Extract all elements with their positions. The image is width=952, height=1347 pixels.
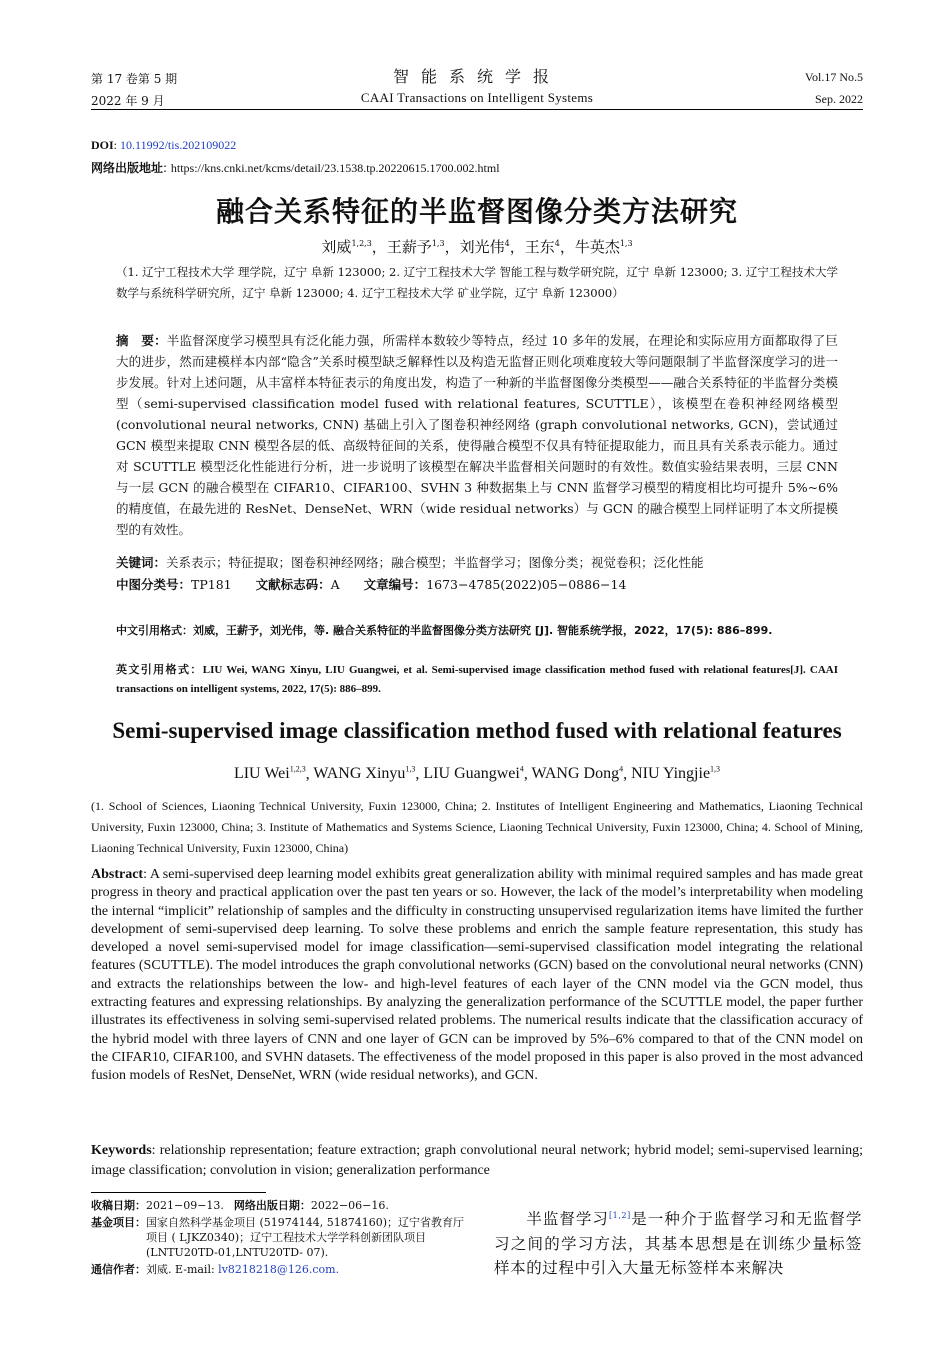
authors-en: LIU Wei$^{1,2,3}$, WANG Xinyu$^{1,3}$, LIU Guangwei$^4$, WANG Dong$^4$, NIU Yingjie$^{1,3}$	[233, 765, 721, 783]
author-cn-3	[460, 238, 510, 256]
doi-label: DOI	[91, 138, 114, 152]
author-cn-name: 牛英杰	[574, 238, 620, 256]
author-en-3	[423, 765, 523, 782]
received-value: 2021−09−13.	[146, 1199, 224, 1212]
doc-code-label: 文献标志码：	[255, 577, 331, 592]
online-label: 网络出版地址	[91, 161, 164, 175]
author-en-name: LIU Wei	[233, 765, 290, 783]
author-cn-affiliation-mark: 4	[554, 239, 560, 248]
author-en-4	[532, 765, 624, 782]
citation-en-label: 英文引用格式：	[116, 663, 203, 676]
abstract-en-label: Abstract	[91, 867, 144, 882]
author-en-affiliation-mark: 1,3	[405, 765, 416, 774]
body-text	[494, 1204, 862, 1281]
title-en: Semi-supervised image classification method fused with relational features	[112, 718, 842, 743]
footnote-rule	[91, 1192, 266, 1193]
keywords-cn-label: 关键词：	[116, 555, 167, 570]
keywords-cn-text: 关系表示；特征提取；图卷积神经网络；融合模型；半监督学习；图像分类；视觉卷积；泛化性能	[166, 555, 704, 570]
journal-name-cn: 智能系统学报	[392, 67, 561, 86]
date-cn: 2022 年 9 月	[91, 94, 165, 108]
keywords-en-label: Keywords	[91, 1143, 152, 1158]
author-en-affiliation-mark: 4	[619, 765, 624, 774]
classification-cn	[116, 574, 838, 595]
author-en-name: WANG Dong	[531, 765, 620, 783]
clc-label: 中图分类号：	[116, 577, 192, 592]
corresponding-author	[91, 1262, 471, 1277]
body-citation-link[interactable]: [1,2]	[608, 1211, 631, 1220]
corresponding-text: 刘威. E-mail:	[146, 1263, 219, 1276]
author-cn-affiliation-mark: 1,3	[619, 239, 633, 248]
abstract-cn-label: 摘 要：	[116, 333, 167, 348]
received-date	[91, 1198, 471, 1213]
received-label: 收稿日期：	[91, 1199, 146, 1212]
online-date-label: 网络出版日期：	[233, 1199, 311, 1212]
affiliations-cn: （1. 辽宁工程技术大学 理学院，辽宁 阜新 123000; 2. 辽宁工程技术大学 智能工程与数学研究院，辽宁 阜新 123000; 3. 辽宁工程技术大学 数学与系统科学研究所，辽宁 阜新 123000; 4. 辽宁工程技术大学 矿业学院，辽宁 阜新 123000）	[116, 265, 838, 300]
citation-cn-label: 中文引用格式：	[116, 624, 193, 637]
doi-line: DOI: 10.11992/tis.202109022	[91, 138, 237, 152]
doc-code-value: A	[330, 577, 340, 592]
journal-name-en: CAAI Transactions on Intelligent Systems	[360, 90, 594, 105]
citation-cn-text: 刘威，王薪予，刘光伟，等. 融合关系特征的半监督图像分类方法研究 [J]. 智能系统学报，2022，17(5): 886–899.	[193, 624, 773, 637]
author-cn-name: 王薪予	[386, 238, 432, 256]
date-en: Sep. 2022	[815, 92, 863, 106]
abstract-en	[91, 866, 863, 1086]
article-no-label: 文章编号：	[363, 577, 427, 592]
corresponding-email-link[interactable]: lv8218218@126.com.	[218, 1263, 340, 1276]
volume-cn: 第 17 卷第 5 期	[91, 72, 178, 86]
fund-text: 国家自然科学基金项目 (51974144, 51874160)；辽宁省教育厅项目 ( LJKZ0340)；辽宁工程技术大学学科创新团队项目 (LNTU20TD-01,LNTU20TD- 07).	[146, 1216, 465, 1259]
affiliations-en: (1. School of Sciences, Liaoning Technical University, Fuxin 123000, China; 2. Institutes of Intelligent Engineering and Mathematics, Liaoning Technical University, Fuxin 123000, China; 3. Institute of Mathematics and Systems Science, Liaoning Technical University, Fuxin 123000, China; 4. School of Mining, Liaoning Technical University, Fuxin 123000, China)	[91, 799, 863, 855]
author-en-name: WANG Xinyu	[313, 765, 406, 783]
author-en-name: LIU Guangwei	[423, 765, 520, 783]
body-rest: 是一种介于监督学习和无监督学习之间的学习方法，其基本思想是在训练少量标签样本的过程中引入大量无标签样本来解决	[494, 1210, 862, 1278]
author-en-name: NIU Yingjie	[631, 765, 711, 783]
author-en-1	[234, 765, 306, 782]
author-cn-2	[387, 238, 445, 256]
article-no-value: 1673−4785(2022)05−0886−14	[426, 577, 627, 592]
clc-value: TP181	[191, 577, 232, 592]
author-cn-1	[321, 238, 371, 256]
keywords-en-text: : relationship representation; feature extraction; graph convolutional neural network; hybrid model; semi-supervised learning; image classification; convolution in vision; generalization performance	[91, 1143, 863, 1178]
authors-cn: 刘威$^{1,2,3}$，王薪予$^{1,3}$，刘光伟$^4$，王东$^4$，牛英杰$^{1,3}$	[321, 238, 633, 256]
citation-en	[116, 660, 838, 699]
fund-info	[91, 1215, 471, 1260]
author-en-affiliation-mark: 1,3	[710, 765, 721, 774]
author-cn-affiliation-mark: 1,2,3	[351, 239, 372, 248]
online-url-line: 网络出版地址: https://kns.cnki.net/kcms/detail/23.1538.tp.20220615.1700.002.html	[91, 161, 500, 175]
author-cn-4	[525, 238, 560, 256]
keywords-en	[91, 1141, 863, 1181]
corresponding-label: 通信作者：	[91, 1263, 146, 1276]
abstract-cn	[116, 330, 838, 540]
doi-link[interactable]: 10.11992/tis.202109022	[120, 138, 237, 152]
author-cn-name: 刘光伟	[459, 238, 505, 256]
title-cn: 融合关系特征的半监督图像分类方法研究	[215, 195, 738, 228]
author-cn-affiliation-mark: 1,3	[431, 239, 445, 248]
header-rule	[91, 109, 863, 110]
abstract-en-text: : A semi-supervised deep learning model exhibits great generalization ability with minimal required samples and has made great progress in theory and practical application over the past ten years or so. However, the lack of the model’s interpretability when modeling the internal “implicit” relationship of samples and the difficulty in constructing unsupervised regularization items have limited the further development of semi-supervised deep learning. To solve these problems and enrich the sample feature representation, this study has developed a novel semi-supervised model for image classification—semi-supervised classification model integrating the relational features (SCUTTLE). The model introduces the graph convolutional networks (GCN) based on the convolutional neural networks (CNN) and extracts the relationships between the low- and high-level features of each layer of the CNN model via the GCN model, thus extracting features and expressing relationships. By analyzing the generalization performance of the SCUTTLE model, the paper further illustrates its effectiveness in solving semi-supervised related problems. The numerical results indicate that the classification accuracy of the hybrid model with three layers of CNN and one layer of GCN can be improved by 5%–6% compared to that of the CNN model on the CIFAR10, CIFAR100, and SVHN datasets. The effectiveness of the model proposed in this paper is also proved in the most advanced fusion models of ResNet, DenseNet, WRN (wide residual networks), and GCN.	[91, 867, 863, 1084]
citation-en-text: LIU Wei, WANG Xinyu, LIU Guangwei, et al. Semi-supervised image classification method fused with relational features[J]. CAAI transactions on intelligent systems, 2022, 17(5): 886–899.	[116, 664, 839, 695]
author-cn-5	[575, 238, 633, 256]
online-url[interactable]: https://kns.cnki.net/kcms/detail/23.1538.tp.20220615.1700.002.html	[170, 161, 500, 175]
author-en-2	[313, 765, 415, 782]
citation-cn	[116, 621, 838, 640]
author-cn-name: 刘威	[321, 238, 352, 256]
keywords-cn	[116, 552, 838, 573]
volume-en: Vol.17 No.5	[804, 70, 863, 84]
abstract-cn-text: 半监督深度学习模型具有泛化能力强，所需样本数较少等特点，经过 10 多年的发展，在理论和实际应用方面都取得了巨大的进步，然而建模样本内部“隐含”关系时模型缺乏解释性以及构造无监督正则化项难度较大等问题限制了半监督深度学习的进一步发展。针对上述问题，从丰富样本特征表示的角度出发，构造了一种新的半监督图像分类模型——融合关系特征的半监督分类模型（semi-supervised classification model fused with relational features, SCUTTLE），该模型在卷积神经网络模型 (convolutional neural networks, CNN) 基础上引入了图卷积神经网络 (graph convolutional networks, GCN)，尝试通过 GCN 模型来提取 CNN 模型各层的低、高级特征间的关系，使得融合模型不仅具有特征提取能力，而且具有关系表示能力。通过对 SCUTTLE 模型泛化性能进行分析，进一步说明了该模型在解决半监督相关问题时的有效性。数值实验结果表明，三层 CNN 与一层 GCN 的融合模型在 CIFAR10、CIFAR100、SVHN 3 种数据集上与 CNN 监督学习模型的精度相比均可提升 5%~6% 的精度值，在最先进的 ResNet、DenseNet、WRN（wide residual networks）与 GCN 的融合模型上同样证明了本文所提模型的有效性。	[116, 333, 838, 537]
author-en-5	[631, 765, 720, 782]
author-cn-affiliation-mark: 4	[504, 239, 510, 248]
author-en-affiliation-mark: 1,2,3	[289, 765, 306, 774]
online-date-value: 2022−06−16.	[310, 1199, 389, 1212]
author-en-affiliation-mark: 4	[519, 765, 524, 774]
footnotes	[91, 1198, 471, 1279]
author-cn-name: 王东	[524, 238, 555, 256]
running-header	[91, 62, 863, 112]
body-lead: 半监督学习	[526, 1210, 609, 1229]
fund-label: 基金项目：	[91, 1216, 146, 1229]
